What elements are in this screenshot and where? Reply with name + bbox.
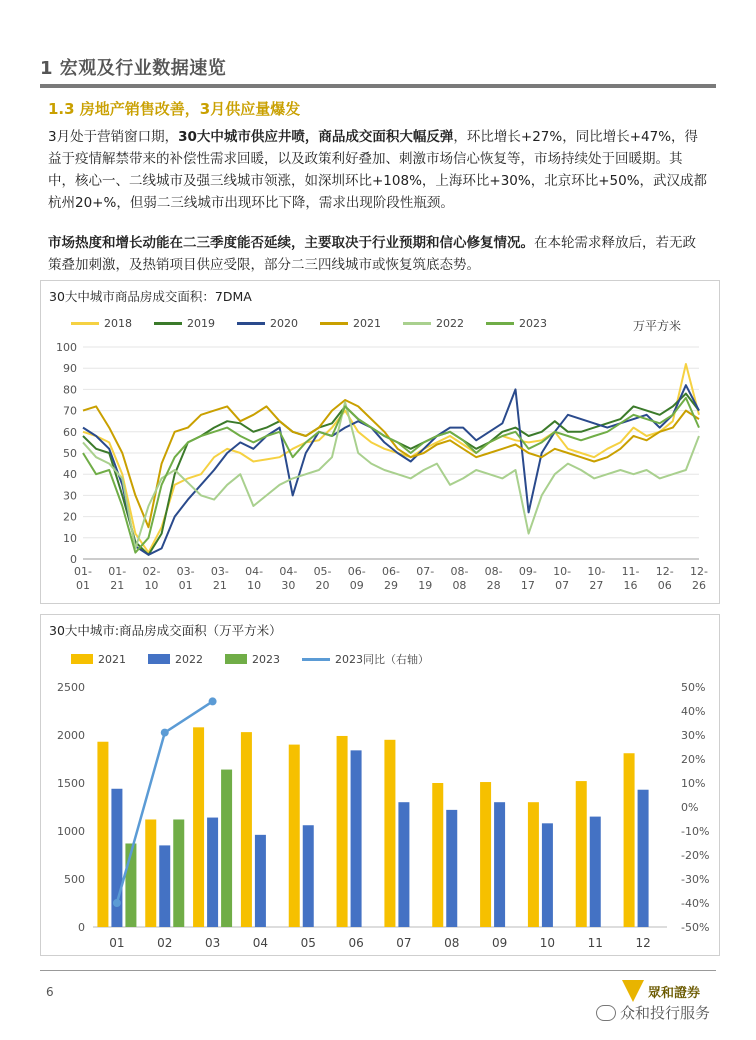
line-chart-unit: 万平方米 (633, 319, 682, 333)
bar-2022-09 (494, 802, 505, 927)
x-tick-label: 01 (76, 579, 90, 592)
x-tick-label: 21 (110, 579, 125, 592)
x-tick-label: 05 (300, 936, 316, 950)
yoy-point-02 (161, 729, 169, 737)
x-tick-label: 26 (692, 579, 706, 592)
y-tick-label: 2000 (57, 729, 85, 742)
page-number: 6 (46, 985, 54, 999)
y-tick-label: 0 (78, 921, 85, 934)
y2-tick-label: 0% (681, 801, 699, 814)
bar-2021-11 (576, 781, 587, 927)
bar-2021-03 (193, 727, 204, 927)
x-tick-label: 02 (157, 936, 173, 950)
x-tick-label: 21 (212, 579, 227, 592)
x-tick-label: 16 (623, 579, 638, 592)
x-tick-label: 04- (279, 565, 298, 578)
y-tick-label: 0 (70, 553, 77, 566)
bar-chart (41, 615, 719, 955)
logo-text: 眾和證券 (648, 985, 701, 1001)
y-tick-label: 2500 (57, 681, 85, 694)
bar-2023-03 (221, 770, 232, 927)
x-tick-label: 07- (416, 565, 435, 578)
legend-label: 2023同比（右轴） (335, 653, 429, 666)
y-tick-label: 60 (63, 425, 77, 439)
y2-tick-label: 10% (681, 777, 706, 790)
legend-label: 2020 (270, 317, 298, 330)
x-tick-label: 01 (109, 936, 125, 950)
x-tick-label: 03- (210, 565, 229, 578)
x-tick-label: 12- (690, 565, 708, 578)
x-tick-label: 27 (589, 579, 604, 592)
x-tick-label: 05- (313, 565, 332, 578)
bar-2022-10 (542, 823, 553, 927)
y-tick-label: 20 (63, 510, 77, 524)
paragraph-1-bold: 30大中城市供应井喷，商品成交面积大幅反弹 (178, 129, 454, 145)
x-tick-label: 12- (655, 565, 674, 578)
paragraph-2 (48, 232, 708, 276)
x-tick-label: 11- (621, 565, 640, 578)
section-title: 1.3 房地产销售改善，3月供应量爆发 (48, 100, 301, 118)
y-tick-label: 100 (56, 341, 77, 354)
x-tick-label: 08- (450, 565, 469, 578)
x-tick-label: 10 (539, 936, 556, 950)
paragraph-1-text-b: ，环比增长+27%，同比增长+47%，得益于疫情解禁带来的补偿性需求回暖，以及政策利好叠加、刺激市场信心恢复等，市场持续处于回暖期。其中，核心一、二线城市及强三线城市领涨，如深圳环比+108%，上海环比+30%，北京环比+50%，武汉成都杭州20+%，但弱二三线城市出现环比下降，需求出现阶段性瓶颈。 (48, 129, 708, 211)
y-tick-label: 10 (63, 531, 77, 545)
y2-tick-label: -20% (681, 849, 710, 862)
y2-tick-label: -30% (681, 873, 710, 886)
bar-2022-05 (303, 825, 314, 927)
y2-tick-label: -40% (681, 897, 710, 910)
bar-2021-08 (432, 783, 443, 927)
x-tick-label: 02- (142, 565, 161, 578)
x-tick-label: 06- (382, 565, 400, 578)
y2-tick-label: -50% (681, 921, 710, 934)
bar-2021-01 (97, 742, 108, 927)
x-tick-label: 08- (484, 565, 503, 578)
y2-tick-label: 40% (681, 705, 706, 718)
bar-2021-10 (528, 802, 539, 927)
y-tick-label: 70 (63, 404, 77, 418)
x-tick-label: 06 (657, 579, 672, 592)
legend-label: 2023 (519, 317, 547, 330)
x-tick-label: 12 (635, 936, 651, 950)
bar-2022-11 (590, 817, 601, 927)
bar-2021-09 (480, 782, 491, 927)
paragraph-2-bold: 市场热度和增长动能在二三季度能否延续，主要取决于行业预期和信心修复情况。 (48, 235, 534, 251)
y2-tick-label: -10% (681, 825, 710, 838)
line-chart-panel (40, 280, 720, 604)
series-line-2021 (83, 400, 699, 527)
x-tick-label: 10- (553, 565, 572, 578)
y-tick-label: 40 (63, 468, 77, 482)
bar-2022-07 (398, 802, 409, 927)
bar-2021-02 (145, 819, 156, 927)
x-tick-label: 17 (520, 579, 535, 592)
x-tick-label: 20 (315, 579, 330, 592)
x-tick-label: 04 (252, 936, 269, 950)
wechat-icon (596, 1005, 616, 1021)
x-tick-label: 01- (74, 565, 92, 578)
x-tick-label: 07 (555, 579, 570, 592)
x-tick-label: 08 (444, 936, 460, 950)
bar-2022-02 (159, 845, 170, 927)
legend-label: 2018 (104, 317, 132, 330)
x-tick-label: 10 (247, 579, 262, 592)
x-tick-label: 29 (384, 579, 398, 592)
paragraph-1 (48, 126, 708, 214)
y2-tick-label: 50% (681, 681, 706, 694)
y2-tick-label: 30% (681, 729, 706, 742)
x-tick-label: 08 (452, 579, 467, 592)
bar-2022-06 (351, 750, 362, 927)
bar-2021-06 (337, 736, 348, 927)
bar-2021-07 (384, 740, 395, 927)
x-tick-label: 10 (144, 579, 159, 592)
watermark-text: 众和投行服务 (620, 1004, 711, 1022)
bar-2022-08 (446, 810, 457, 927)
paragraph-1-text-a: 3月处于营销窗口期， (48, 129, 179, 145)
footer-rule (40, 970, 716, 971)
yoy-point-01 (113, 899, 121, 907)
x-tick-label: 04- (245, 565, 264, 578)
watermark (596, 1002, 710, 1023)
x-tick-label: 11 (587, 936, 603, 950)
bar-2023-02 (173, 819, 184, 927)
bar-2021-04 (241, 732, 252, 927)
x-tick-label: 28 (486, 579, 501, 592)
x-tick-label: 03 (204, 936, 221, 950)
bar-2021-12 (624, 753, 635, 927)
page-header (40, 54, 716, 80)
x-tick-label: 07 (396, 936, 412, 950)
y-tick-label: 500 (64, 873, 85, 886)
yoy-point-03 (209, 697, 217, 705)
x-tick-label: 06- (347, 565, 366, 578)
x-tick-label: 06 (348, 936, 364, 950)
page-title: 1 宏观及行业数据速览 (40, 58, 227, 79)
x-tick-label: 19 (418, 579, 433, 592)
y-tick-label: 1500 (57, 777, 85, 790)
y-tick-label: 30 (63, 489, 77, 503)
x-tick-label: 03- (176, 565, 195, 578)
header-rule (40, 84, 716, 88)
bar-chart-panel (40, 614, 720, 956)
x-tick-label: 30 (281, 579, 296, 592)
x-tick-label: 09 (491, 936, 508, 950)
legend-label: 2023 (252, 652, 280, 666)
bar-2022-03 (207, 818, 218, 927)
line-chart-title: 30大中城市商品房成交面积：7DMA (49, 289, 252, 304)
x-tick-label: 01- (108, 565, 127, 578)
line-chart (41, 281, 719, 603)
legend-label: 2021 (353, 317, 381, 330)
x-tick-label: 09 (349, 579, 364, 592)
legend-label: 2021 (98, 652, 126, 666)
bar-2021-05 (289, 745, 300, 927)
x-tick-label: 09- (518, 565, 537, 578)
bar-2022-04 (255, 835, 266, 927)
x-tick-label: 10- (587, 565, 606, 578)
y-tick-label: 90 (63, 362, 77, 376)
y-tick-label: 50 (63, 447, 77, 460)
legend-label: 2022 (175, 652, 203, 666)
paragraph-2-text: 在本轮需求释放后，若无政策叠加刺激，及热销项目供应受限，部分二三四线城市或恢复筑底态势。 (48, 235, 696, 273)
brand-logo (622, 980, 700, 1002)
logo-icon (622, 980, 644, 1002)
x-tick-label: 01 (178, 579, 193, 592)
bar-2022-12 (638, 790, 649, 927)
bar-chart-title: 30大中城市:商品房成交面积（万平方米） (49, 623, 282, 638)
y2-tick-label: 20% (681, 753, 706, 766)
y-tick-label: 1000 (57, 825, 85, 838)
legend-label: 2019 (187, 317, 215, 330)
legend-label: 2022 (436, 317, 464, 330)
y-tick-label: 80 (63, 383, 77, 397)
